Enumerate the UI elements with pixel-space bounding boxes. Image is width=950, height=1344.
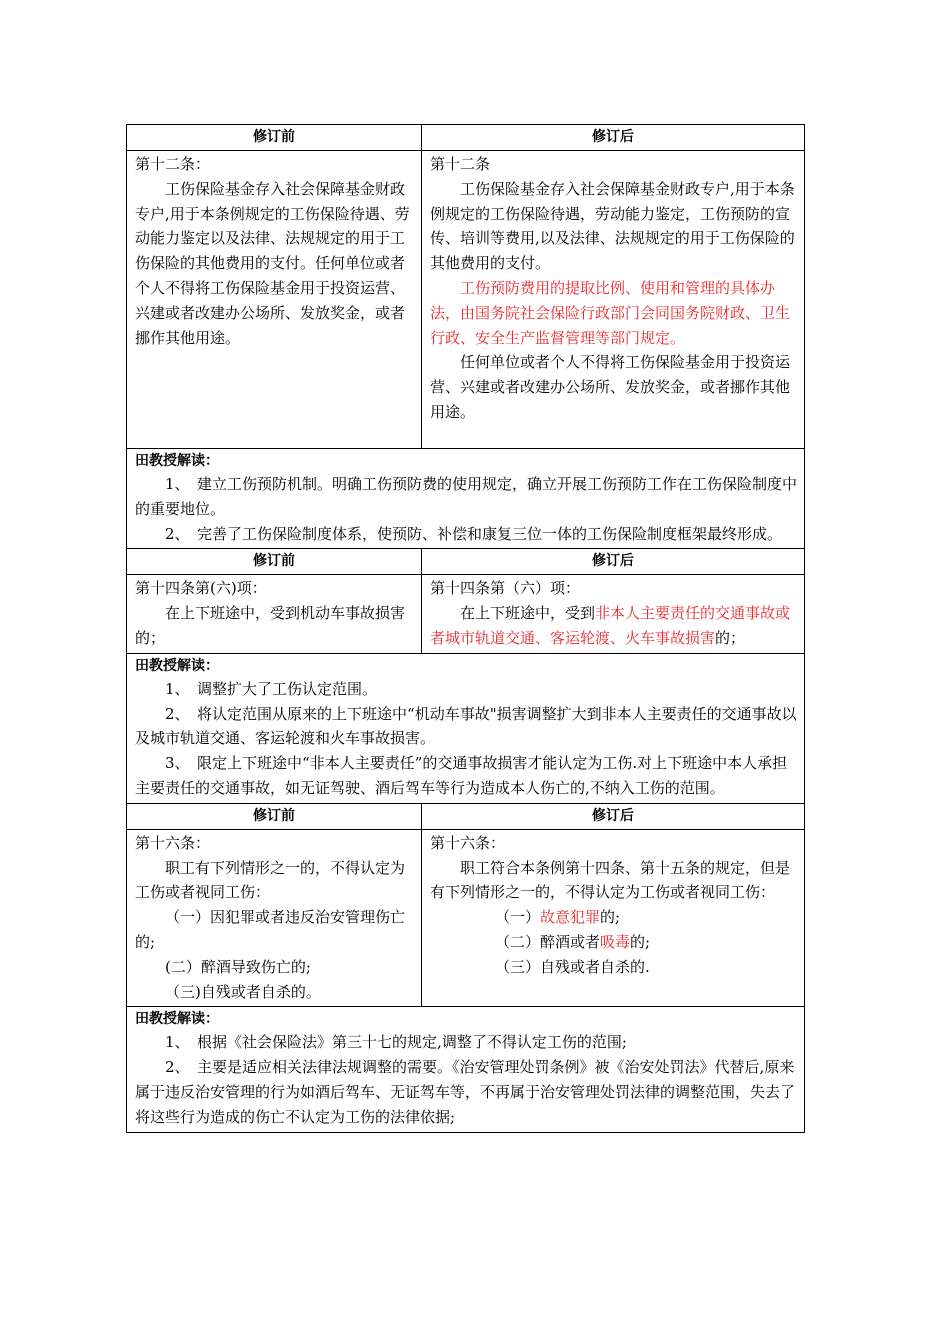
- text-span: （一）: [495, 908, 541, 927]
- article-title: 第十六条：: [135, 833, 211, 852]
- commentary-item: 1、 建立工伤预防机制。明确工伤预防费的使用规定，确立开展工伤预防工作在工伤保险制度中的重要地位。: [135, 475, 798, 518]
- text-span: 的;: [600, 908, 621, 927]
- commentary-row: [127, 1007, 805, 1132]
- article-row: [127, 575, 805, 653]
- commentary-item: 3、 限定上下班途中“非本人主要责任”的交通事故损害才能认定为工伤.对上下班途中本人承担主要责任的交通事故，如无证驾驶、酒后驾车等行为造成本人伤亡的,不纳入工伤的范围。: [135, 754, 788, 797]
- list-item: （一）因犯罪或者违反治安管理伤亡的;: [135, 908, 406, 951]
- header-after: 修订后: [422, 125, 805, 151]
- article-title: 第十四条第(六)项：: [135, 579, 267, 598]
- commentary-cell: [127, 449, 805, 549]
- list-item: (二）醉酒导致伤亡的;: [165, 957, 311, 976]
- article-title: 第十四条第（六）项：: [430, 579, 581, 598]
- text-span: （二）醉酒或者: [495, 932, 601, 951]
- added-text: 工伤预防费用的提取比例、使用和管理的具体办法，由国务院社会保险行政部门会同国务院财政、卫生行政、安全生产监督管理等部门规定。: [430, 278, 791, 347]
- header-row: [127, 803, 805, 829]
- article-title: 第十二条: [430, 155, 491, 173]
- text-span: 在上下班途中，受到: [460, 604, 596, 623]
- commentary-item: 1、 调整扩大了工伤认定范围。: [165, 679, 378, 698]
- commentary-item: 1、 根据《社会保险法》第三十七的规定,调整了不得认定工伤的范围;: [165, 1033, 627, 1052]
- commentary-title: 田教授解读：: [135, 453, 219, 469]
- article-title: 第十六条：: [430, 833, 506, 852]
- before-cell: [127, 575, 422, 653]
- list-item: （三)自残或者自杀的。: [165, 982, 321, 1001]
- text-span: 的;: [630, 932, 651, 951]
- after-cell: [422, 575, 805, 653]
- commentary-cell: [127, 653, 805, 803]
- header-before: 修订前: [127, 549, 422, 575]
- article-row: [127, 829, 805, 1007]
- commentary-title: 田教授解读：: [135, 657, 219, 674]
- article-text: 工伤保险基金存入社会保障基金财政专户,用于本条例规定的工伤保险待遇、劳动能力鉴定以及法律、法规规定的用于工伤保险的其他费用的支付。任何单位或者个人不得将工伤保险基金用于投资运营、兴建或者改建办公场所、发放奖金，或者挪作其他用途。: [135, 179, 410, 347]
- list-item: [430, 905, 798, 930]
- document-page: [126, 124, 805, 1133]
- added-text: 故意犯罪: [540, 908, 601, 927]
- header-row: [127, 125, 805, 151]
- before-cell: [127, 829, 422, 1007]
- revision-comparison-table: [126, 124, 805, 1133]
- header-after: 修订后: [422, 549, 805, 575]
- added-text: 吸毒: [600, 932, 631, 951]
- article-text: 在上下班途中，受到机动车事故损害的；: [135, 604, 406, 647]
- after-cell: [422, 829, 805, 1007]
- before-cell: [127, 151, 422, 449]
- commentary-item: 2、 完善了工伤保险制度体系，使预防、补偿和康复三位一体的工伤保险制度框架最终形成。: [165, 524, 783, 543]
- article-text: [430, 601, 798, 651]
- after-cell: [422, 151, 805, 449]
- article-text: 职工有下列情形之一的，不得认定为工伤或者视同工伤：: [135, 858, 406, 902]
- list-item: （三）自残或者自杀的.: [495, 957, 650, 976]
- header-before: 修订前: [127, 125, 422, 151]
- commentary-item: 2、 将认定范围从原来的上下班途中“机动车事故"损害调整扩大到非本人主要责任的交通事故以及城市轨道交通、客运轮渡和火车事故损害。: [135, 704, 797, 748]
- header-after: 修订后: [422, 803, 805, 829]
- article-text: 任何单位或者个人不得将工伤保险基金用于投资运营、兴建或者改建办公场所、发放奖金，或者挪作其他用途。: [430, 353, 791, 421]
- commentary-item: 2、 主要是适应相关法律法规调整的需要。《治安管理处罚条例》被《治安处罚法》代替后,原来属于违反治安管理的行为如酒后驾车、无证驾车等，不再属于治安管理处罚法律的调整范围，失去了将这些行为造成的伤亡不认定为工伤的法律依据;: [135, 1058, 796, 1126]
- added-text: 非本人主要责任的交通事故或者城市轨道交通、客运轮渡、火车事故损害: [430, 604, 791, 647]
- article-row: [127, 151, 805, 449]
- commentary-cell: [127, 1007, 805, 1132]
- header-row: [127, 549, 805, 575]
- header-before: 修订前: [127, 803, 422, 829]
- list-item: [430, 930, 798, 955]
- article-text: 工伤保险基金存入社会保障基金财政专户,用于本条例规定的工伤保险待遇，劳动能力鉴定，工伤预防的宣传、培训等费用,以及法律、法规规定的用于工伤保险的其他费用的支付。: [430, 179, 795, 273]
- article-title: 第十二条：: [135, 155, 211, 173]
- text-span: 的；: [715, 628, 746, 647]
- commentary-title: 田教授解读：: [135, 1011, 219, 1028]
- commentary-row: [127, 653, 805, 803]
- commentary-row: [127, 449, 805, 549]
- article-text: 职工符合本条例第十四条、第十五条的规定，但是有下列情形之一的，不得认定为工伤或者视同工伤：: [430, 858, 791, 902]
